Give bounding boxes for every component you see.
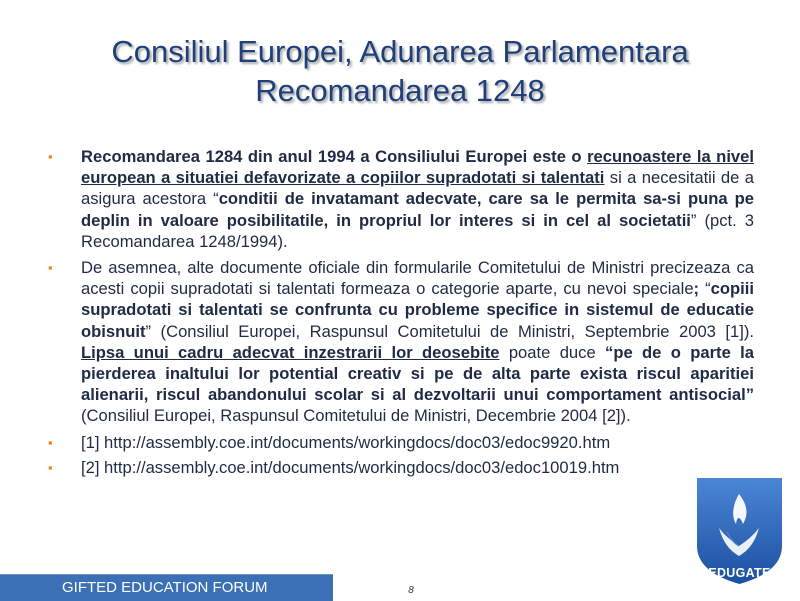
- segment: ” (Consiliul Europei, Raspunsul Comitetului de Ministri, Septembrie 2003 [1]).: [145, 321, 754, 341]
- bullet-item-2: [48, 257, 754, 427]
- slide-title-line-2: Recomandarea 1248: [255, 73, 545, 108]
- segment: “: [699, 279, 711, 299]
- segment: (Consiliul Europei, Raspunsul Comitetului de Ministri, Decembrie 2004 [2]).: [81, 406, 631, 426]
- reference-link-1[interactable]: [1] http://assembly.coe.int/documents/workingdocs/doc03/edoc9920.htm: [81, 432, 611, 452]
- segment-underlined: Lipsa unui cadru adecvat inzestrarii lor deosebite: [81, 342, 500, 362]
- footer-label: GIFTED EDUCATION FORUM: [62, 579, 268, 596]
- bullet-text-1: [81, 147, 754, 251]
- segment: ;: [693, 279, 700, 299]
- bullet-item-1: [48, 146, 754, 252]
- reference-item-1: [48, 432, 754, 453]
- segment: si a necesitatii de a asigura acestora “: [81, 168, 754, 209]
- segment: Recomandarea 1284 din anul 1994 a Consiliului Europei este o: [81, 147, 588, 166]
- segment: “pe de o parte la pierderea inaltului lor potential creativ si pe de alta parte exista riscul aparitiei alienarii, riscul abandonului scolar si al dezvoltarii unui comportament antisocial”: [81, 342, 754, 405]
- logo-label: EDUGATE: [708, 566, 771, 580]
- segment-underlined: recunoastere la nivel european a situatiei defavorizate a copiilor supradotati si talentati: [81, 147, 754, 188]
- segment: ” (pct. 3 Recomandarea 1248/1994).: [81, 210, 754, 251]
- segment: poate duce: [499, 342, 606, 362]
- reference-item-2: [48, 457, 754, 478]
- reference-link-2[interactable]: [2] http://assembly.coe.int/documents/workingdocs/doc03/edoc10019.htm: [81, 457, 620, 477]
- bullet-marker-icon: ▪: [48, 459, 53, 475]
- bullet-marker-icon: ▪: [48, 434, 53, 450]
- bullet-text-2: [81, 258, 754, 425]
- slide-body: [48, 146, 754, 482]
- segment: copiii supradotati si talentati se confrunta cu probleme specifice in sistemul de educatie obisnuit: [81, 279, 754, 341]
- bullet-marker-icon: ▪: [48, 149, 53, 164]
- bullet-marker-icon: ▪: [48, 260, 53, 276]
- slide-title-line-1: Consiliul Europei, Adunarea Parlamentara: [111, 34, 689, 69]
- page-number: 8: [408, 585, 414, 596]
- slide-title: [0, 32, 800, 110]
- segment: De asemnea, alte documente oficiale din formularile Comitetului de Ministri precizeaza ca acesti copii supradotati si talentati formeaza o categorie aparte, cu nevoi speciale: [81, 258, 754, 299]
- segment: conditii de invatamant adecvate, care sa le permita sa-si puna pe deplin in valoare posibilitatile, in propriul lor interes si in cel al societatii: [81, 189, 754, 230]
